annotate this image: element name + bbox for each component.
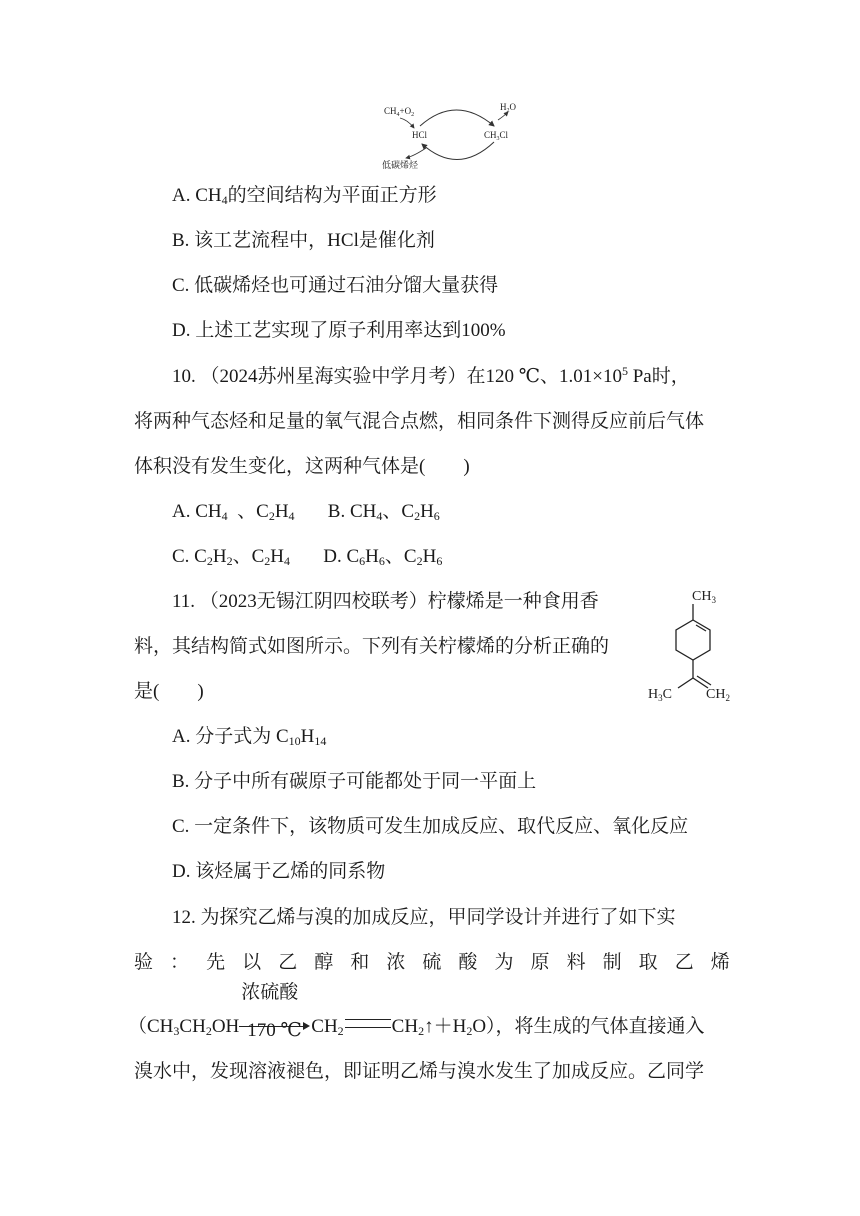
q11-stem-line2: 料，其结构简式如图所示。下列有关柠檬烯的分析正确的 <box>134 636 610 657</box>
cycle-product-label: 低碳烯烃 <box>382 160 419 170</box>
q12-line2-char: ： <box>170 952 190 973</box>
q12-line2-char: 取 <box>638 952 658 973</box>
cycle-water-label: $H_2O$ <box>500 102 516 114</box>
q12-line2-char: 先 <box>206 952 226 973</box>
double-bond <box>345 1019 391 1028</box>
q12-line2-char: 浓 <box>386 952 406 973</box>
q12-line2-char: 料 <box>566 952 586 973</box>
q10-stem-line1: 10. （2024苏州星海实验中学月考）在120 ℃、$1.01\times 10^5$ Pa时， <box>172 364 690 387</box>
cycle-upper-arc <box>420 110 494 126</box>
q12-equation-line: （$CH_3CH_2OH$ 浓硫酸 170 ℃ $CH_2$ $CH_2↑+H_2O$），将生成的气体直接通入 <box>128 1014 705 1040</box>
cycle-hcl-label: HCl <box>412 130 428 140</box>
struct-ch3-top: $CH_3$ <box>692 589 716 605</box>
q10-stem-line2: 将两种气态烃和足量的氧气混合点燃，相同条件下测得反应前后气体 <box>134 411 705 432</box>
q12-line2-char: 和 <box>350 952 370 973</box>
q12-stem-line2 <box>134 950 730 976</box>
q12-line2-char: 为 <box>494 952 514 973</box>
q12-line2-char: 乙 <box>278 952 298 973</box>
limonene-structure <box>644 584 744 706</box>
arrow-temperature-label: 170 ℃ <box>247 1020 302 1041</box>
q11-stem-line1: 11. （2023无锡江阴四校联考）柠檬烯是一种食用香 <box>172 591 599 612</box>
q12-line2-char: 硫 <box>422 952 442 973</box>
q12-line2-char: 制 <box>602 952 622 973</box>
q10-options-row2: C. $C_2H_2$、$C_2H_4$ D. $C_6H_6$、$C_2H_6$ <box>172 546 443 568</box>
q12-line2-char: 醇 <box>314 952 334 973</box>
q12-stem-line4: 溴水中，发现溶液褪色，即证明乙烯与溴水发生了加成反应。乙同学 <box>134 1061 705 1082</box>
q12-line2-char: 乙 <box>674 952 694 973</box>
arrow-catalyst-label: 浓硫酸 <box>241 982 299 1003</box>
cycle-product-arrow <box>406 148 426 158</box>
cycle-reactants-label: $CH_4+O_2$ <box>384 106 415 118</box>
q9-option-a: A. $CH_4$的空间结构为平面正方形 <box>172 185 437 207</box>
q12-line2-char: 酸 <box>458 952 478 973</box>
cycle-water-arrow <box>498 112 508 120</box>
q11-option-d: D. 该烃属于乙烯的同系物 <box>172 861 386 882</box>
q11-stem-line3: 是( ) <box>134 681 204 702</box>
q12-line2-char: 烯 <box>710 952 730 973</box>
struct-ch2: $CH_2$ <box>706 687 730 703</box>
q12-line2-char: 验 <box>134 952 154 973</box>
q9-option-c: C. 低碳烯烃也可通过石油分馏大量获得 <box>172 275 499 296</box>
q12-line2-char: 以 <box>242 952 262 973</box>
q11-option-a: A. 分子式为 $C_{10}H_{14}$ <box>172 726 327 748</box>
q9-option-d: D. 上述工艺实现了原子利用率达到100% <box>172 320 506 341</box>
q11-option-c: C. 一定条件下，该物质可发生加成反应、取代反应、氧化反应 <box>172 816 689 837</box>
cycle-ch3cl-label: $CH_3Cl$ <box>484 130 509 142</box>
q9-option-b: B. 该工艺流程中，HCl是催化剂 <box>172 230 435 251</box>
q10-stem-line3: 体积没有发生变化，这两种气体是( ) <box>134 456 470 477</box>
cycle-input-arrow <box>400 118 414 128</box>
q12-stem-line1: 12. 为探究乙烯与溴的加成反应，甲同学设计并进行了如下实 <box>172 907 676 928</box>
q11-option-b: B. 分子中所有碳原子可能都处于同一平面上 <box>172 771 537 792</box>
q12-line2-char: 原 <box>530 952 550 973</box>
q10-options-row1: A. $CH_4$ 、$C_2H_4$ B. $CH_4$、$C_2H_6$ <box>172 501 440 523</box>
reaction-arrow <box>239 982 311 1041</box>
reaction-cycle-diagram <box>378 96 528 176</box>
cycle-lower-arc <box>422 142 494 160</box>
struct-h3c: $H_3C$ <box>648 687 672 703</box>
